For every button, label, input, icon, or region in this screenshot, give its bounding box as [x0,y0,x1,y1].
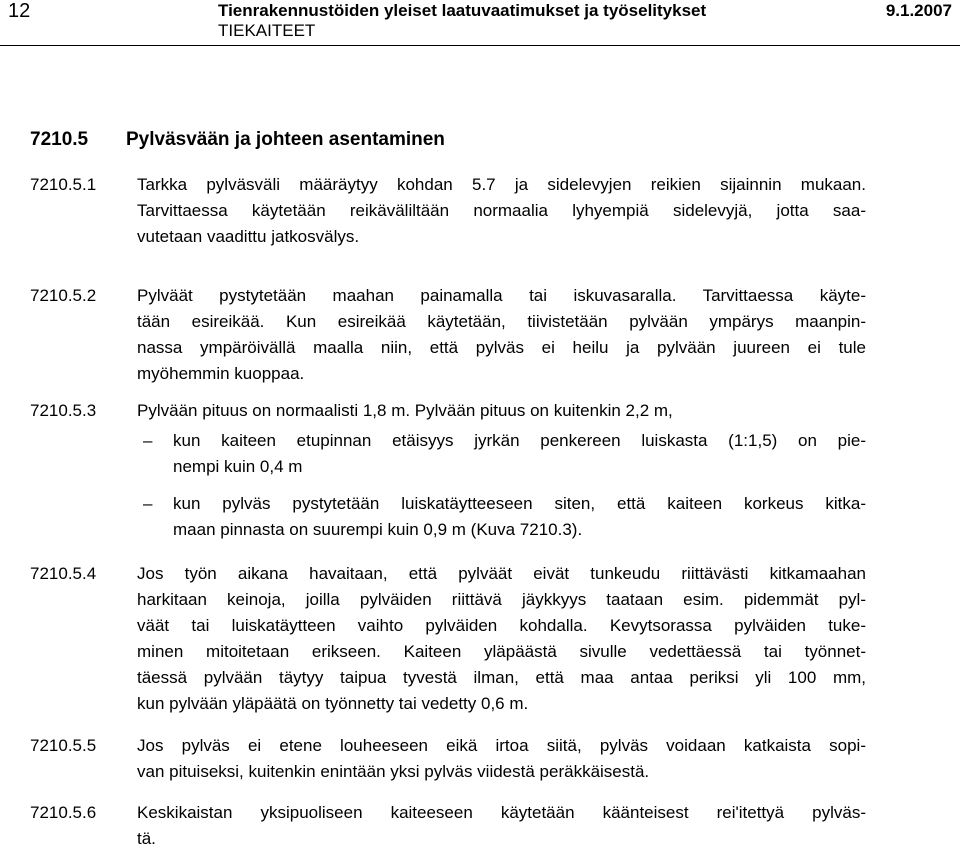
body-line: minen mitoitetaan erikseen. Kaiteen yläpäästä sivulle vedettäessä tai työnnet- [137,642,866,661]
item-body [137,398,866,424]
body-line: tään esireikää. Kun esireikää käytetään, tiivistetään pylvään ympärys maanpin- [137,312,866,331]
item-number: 7210.5.3 [30,401,97,420]
body-line: Pylväät pystytetään maahan painamalla tai iskuvasaralla. Tarvittaessa käyte- [137,286,866,305]
body-line: Jos pylväs ei etene louheeseen eikä irtoa siitä, pylväs voidaan katkaista sopi- [137,736,866,755]
document-title: Tienrakennustöiden yleiset laatuvaatimukset ja työselitykset [218,1,707,20]
body-line: Jos työn aikana havaitaan, että pylväät eivät tunkeudu riittävästi kitkamaahan [137,564,866,583]
item-number: 7210.5.1 [30,175,97,194]
section-number: 7210.5 [30,129,89,150]
bullet-text [173,428,866,480]
bullet-text [173,491,866,543]
bullet-line: kun kaiteen etupinnan etäisyys jyrkän penkereen luiskasta (1:1,5) on pie- [173,431,866,450]
bullet-line: maan pinnasta on suurempi kuin 0,9 m (Kuva 7210.3). [173,520,583,539]
item-number: 7210.5.2 [30,286,97,305]
item-body [137,561,866,717]
body-line: nassa ympäröivällä maalla niin, että pylväs ei heilu ja pylvään juureen ei tule [137,338,866,357]
item-number: 7210.5.6 [30,803,97,822]
body-line: harkitaan keinoja, joilla pylväiden riittävä jäykkyys taataan esim. pidemmät pyl- [137,590,866,609]
page-number: 12 [8,0,31,22]
bullet-line: kun pylväs pystytetään luiskatäytteeseen siten, että kaiteen korkeus kitka- [173,494,866,513]
document-subtitle: TIEKAITEET [218,21,316,40]
body-line: Tarkka pylväsväli määräytyy kohdan 5.7 ja sidelevyjen reikien sijainnin mukaan. [137,175,866,194]
body-line: van pituiseksi, kuitenkin enintään yksi pylväs viidestä peräkkäisestä. [137,762,650,781]
document-date: 9.1.2007 [885,1,952,20]
body-line: Keskikaistan yksipuoliseen kaiteeseen käytetään käänteisest rei'itettyä pylväs- [137,803,866,822]
body-line: täessä pylvään täytyy taipua tyvestä ilman, että maa antaa periksi yli 100 mm, [137,668,866,687]
dash-bullet: – [143,494,153,513]
dash-bullet: – [143,431,153,450]
item-body [137,172,866,250]
body-line: vutetaan vaadittu jatkosvälys. [137,227,360,246]
body-line: Tarvittaessa käytetään reikäväliltään normaalia lyhyempiä sidelevyjä, jotta saa- [137,201,866,220]
header-divider [0,45,960,46]
item-number: 7210.5.5 [30,736,97,755]
item-body [137,283,866,387]
section-title: Pylväsvään ja johteen asentaminen [126,129,445,150]
body-line: myöhemmin kuoppaa. [137,364,305,383]
body-line: tä. [137,829,156,848]
body-line: Pylvään pituus on normaalisti 1,8 m. Pylvään pituus on kuitenkin 2,2 m, [137,401,673,420]
item-body [137,733,866,785]
body-line: kun pylvään yläpäätä on työnnetty tai vedetty 0,6 m. [137,694,529,713]
bullet-line: nempi kuin 0,4 m [173,457,303,476]
item-body [137,800,866,852]
body-line: väät tai luiskatäytteen vaihto pylväiden kohdalla. Kevytsorassa pylväiden tuke- [137,616,866,635]
item-number: 7210.5.4 [30,564,97,583]
